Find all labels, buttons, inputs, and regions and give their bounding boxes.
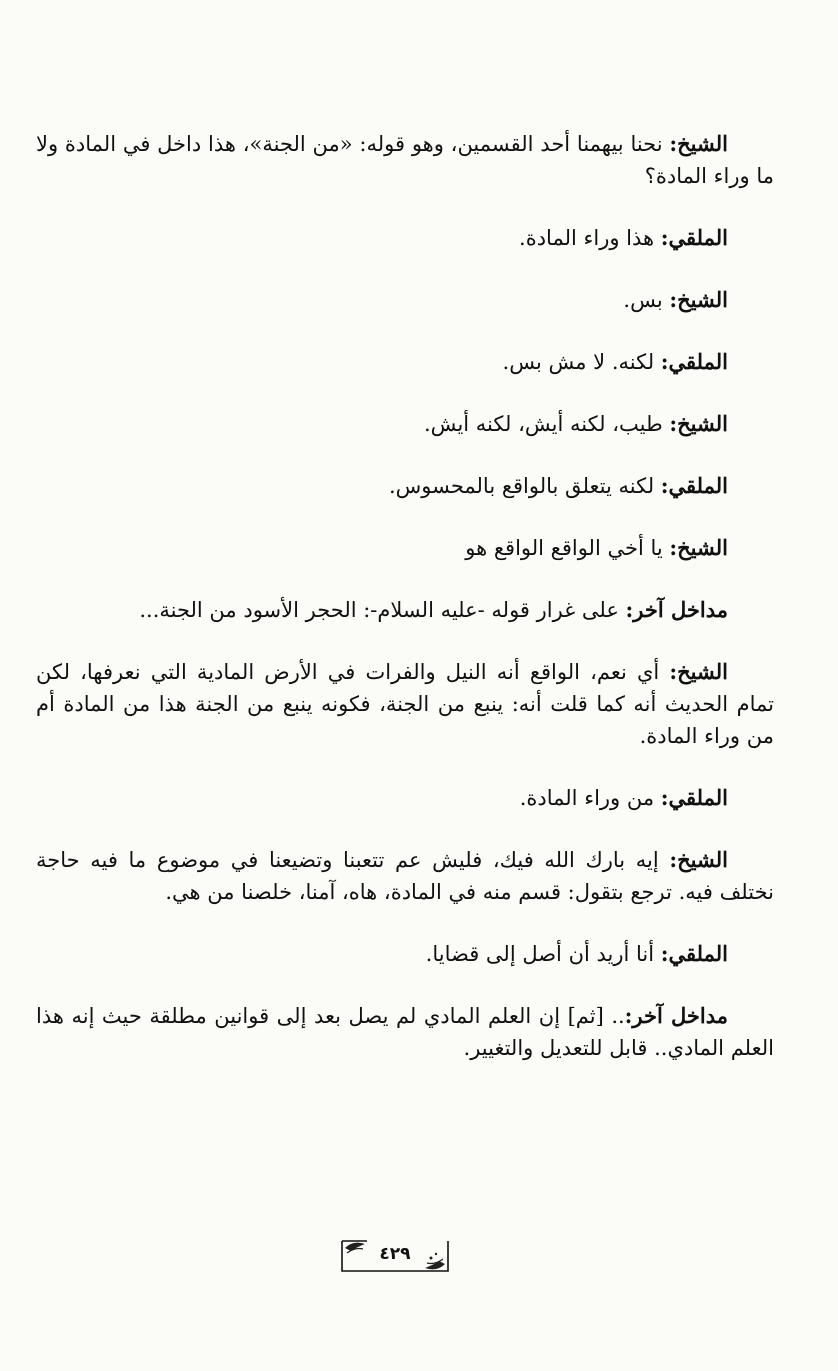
paragraph bbox=[36, 532, 774, 564]
paragraph-text: هذا وراء المادة. bbox=[519, 226, 661, 250]
speaker-label: الشيخ: bbox=[669, 411, 728, 436]
paragraph bbox=[36, 284, 774, 316]
dialogue-text bbox=[36, 128, 774, 1094]
speaker-label: الشيخ: bbox=[669, 659, 728, 684]
paragraph bbox=[36, 594, 774, 626]
paragraph-text: لكنه. لا مش بس. bbox=[502, 350, 661, 374]
speaker-label: الشيخ: bbox=[669, 287, 728, 312]
paragraph bbox=[36, 656, 774, 752]
paragraph-text: أي نعم، الواقع أنه النيل والفرات في الأرض المادية التي نعرفها، لكن تمام الحديث أنه كما قلت أنه: ينبع من الجنة، فكونه ينبع من الجنة هذا من المادة أم من وراء المادة. bbox=[36, 660, 774, 748]
paragraph-text: إيه بارك الله فيك، فليش عم تتعبنا وتضيعنا في موضوع ما فيه حاجة نختلف فيه. ترجع بتقول: قسم منه في المادة، هاه، آمنا، خلصنا من هي. bbox=[36, 848, 774, 904]
speaker-label: الملقي: bbox=[660, 941, 728, 966]
speaker-label: الملقي: bbox=[660, 349, 728, 374]
speaker-label: الملقي: bbox=[660, 785, 728, 810]
page-number: ٤٢٩ bbox=[379, 1244, 411, 1264]
speaker-label: الشيخ: bbox=[669, 535, 728, 560]
paragraph bbox=[36, 470, 774, 502]
speaker-label: الشيخ: bbox=[669, 131, 728, 156]
paragraph bbox=[36, 408, 774, 440]
paragraph bbox=[36, 938, 774, 970]
speaker-label: الشيخ: bbox=[669, 847, 728, 872]
paragraph-text: .. [ثم] إن العلم المادي لم يصل بعد إلى قوانين مطلقة حيث إنه هذا العلم المادي.. قابل للتعديل والتغيير. bbox=[36, 1004, 774, 1060]
paragraph-text: لكنه يتعلق بالواقع بالمحسوس. bbox=[388, 474, 661, 498]
paragraph bbox=[36, 1000, 774, 1064]
paragraph-text: بس. bbox=[623, 288, 670, 312]
paragraph-text: طيب، لكنه أيش، لكنه أيش. bbox=[424, 412, 670, 436]
paragraph bbox=[36, 222, 774, 254]
page-number-frame bbox=[339, 1238, 451, 1274]
speaker-label: مداخل آخر: bbox=[625, 597, 728, 622]
paragraph-text: من وراء المادة. bbox=[519, 786, 661, 810]
paragraph-text: على غرار قوله -عليه السلام-: الحجر الأسود من الجنة... bbox=[139, 598, 626, 622]
speaker-label: مداخل آخر: bbox=[624, 1003, 728, 1028]
speaker-label: الملقي: bbox=[660, 473, 728, 498]
paragraph bbox=[36, 844, 774, 908]
paragraph-text: يا أخي الواقع الواقع هو bbox=[465, 536, 670, 560]
paragraph bbox=[36, 346, 774, 378]
paragraph bbox=[36, 128, 774, 192]
paragraph bbox=[36, 782, 774, 814]
paragraph-text: أنا أريد أن أصل إلى قضايا. bbox=[425, 942, 661, 966]
paragraph-text: نحنا بيهمنا أحد القسمين، وهو قوله: «من الجنة»، هذا داخل في المادة ولا ما وراء المادة؟ bbox=[36, 132, 774, 188]
speaker-label: الملقي: bbox=[660, 225, 728, 250]
